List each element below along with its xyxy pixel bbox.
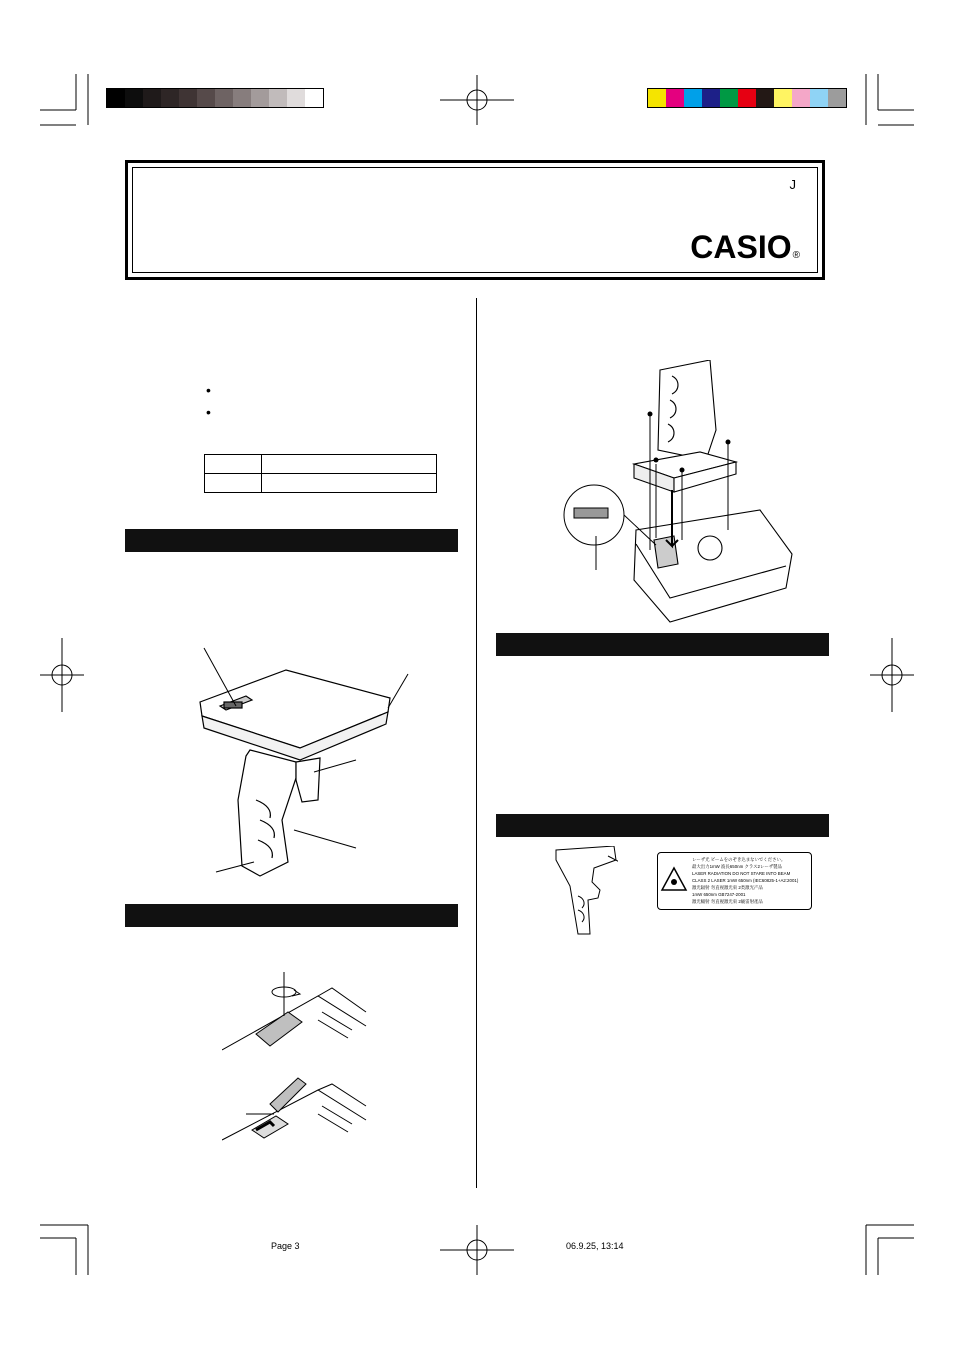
color-calibration-strip (647, 88, 847, 108)
color-swatch (702, 89, 720, 107)
spec-table (204, 454, 437, 493)
brand-logo (690, 229, 800, 266)
footer-timestamp: 06.9.25, 13:14 (566, 1241, 624, 1251)
footer-page: Page 3 (271, 1241, 300, 1251)
color-swatch (720, 89, 738, 107)
gray-swatch (233, 89, 251, 107)
cover-removal-illustration-2 (222, 1074, 372, 1146)
color-swatch (738, 89, 756, 107)
section-bar-left-2 (125, 904, 458, 927)
color-swatch (810, 89, 828, 107)
laser-label-panel (657, 852, 812, 910)
color-swatch (774, 89, 792, 107)
gray-swatch (179, 89, 197, 107)
section-bar-right-1 (496, 633, 829, 656)
gray-swatch (143, 89, 161, 107)
gray-swatch (269, 89, 287, 107)
section-bar-right-2 (496, 814, 829, 837)
label-line: 1mW 650nm GB7247-2001 (692, 892, 746, 897)
label-line: LASER RADIATION DO NOT STARE INTO BEAM (692, 871, 791, 876)
language-code: J (789, 177, 796, 192)
registered-mark: ® (792, 250, 800, 261)
gray-swatch (107, 89, 125, 107)
gray-swatch (161, 89, 179, 107)
table-row (205, 455, 437, 474)
color-swatch (756, 89, 774, 107)
gray-swatch (305, 89, 323, 107)
color-swatch (648, 89, 666, 107)
bullet-2: • (206, 404, 211, 420)
grip-side-illustration (554, 846, 618, 936)
label-line: レーザ光 ビームをのぞき込まないでください。 (692, 857, 786, 862)
brand-name: CASIO (690, 229, 792, 265)
grip-unit-illustration (190, 640, 430, 880)
color-swatch (792, 89, 810, 107)
section-bar-left-1 (125, 529, 458, 552)
cover-removal-illustration-1 (222, 972, 372, 1056)
gray-swatch (125, 89, 143, 107)
bullet-1: • (206, 382, 211, 398)
label-line: 激光輻射 勿直視激光束 2級雷射產品 (692, 899, 763, 904)
label-line: 最大出力1mW 波長650nm クラス2レーザ製品 (692, 864, 782, 869)
header-box (125, 160, 825, 280)
label-line: CLASS 2 LASER 1mW 650nm (IEC60825-1+A2:2001) (692, 878, 799, 883)
color-swatch (666, 89, 684, 107)
gray-swatch (197, 89, 215, 107)
gray-calibration-strip (106, 88, 324, 108)
gray-swatch (251, 89, 269, 107)
column-divider (476, 298, 477, 1188)
table-row (205, 474, 437, 493)
color-swatch (828, 89, 846, 107)
grip-assembly-illustration (560, 360, 800, 625)
gray-swatch (215, 89, 233, 107)
gray-swatch (287, 89, 305, 107)
label-line: 激光辐射 勿直视激光束 2类激光产品 (692, 885, 763, 890)
color-swatch (684, 89, 702, 107)
